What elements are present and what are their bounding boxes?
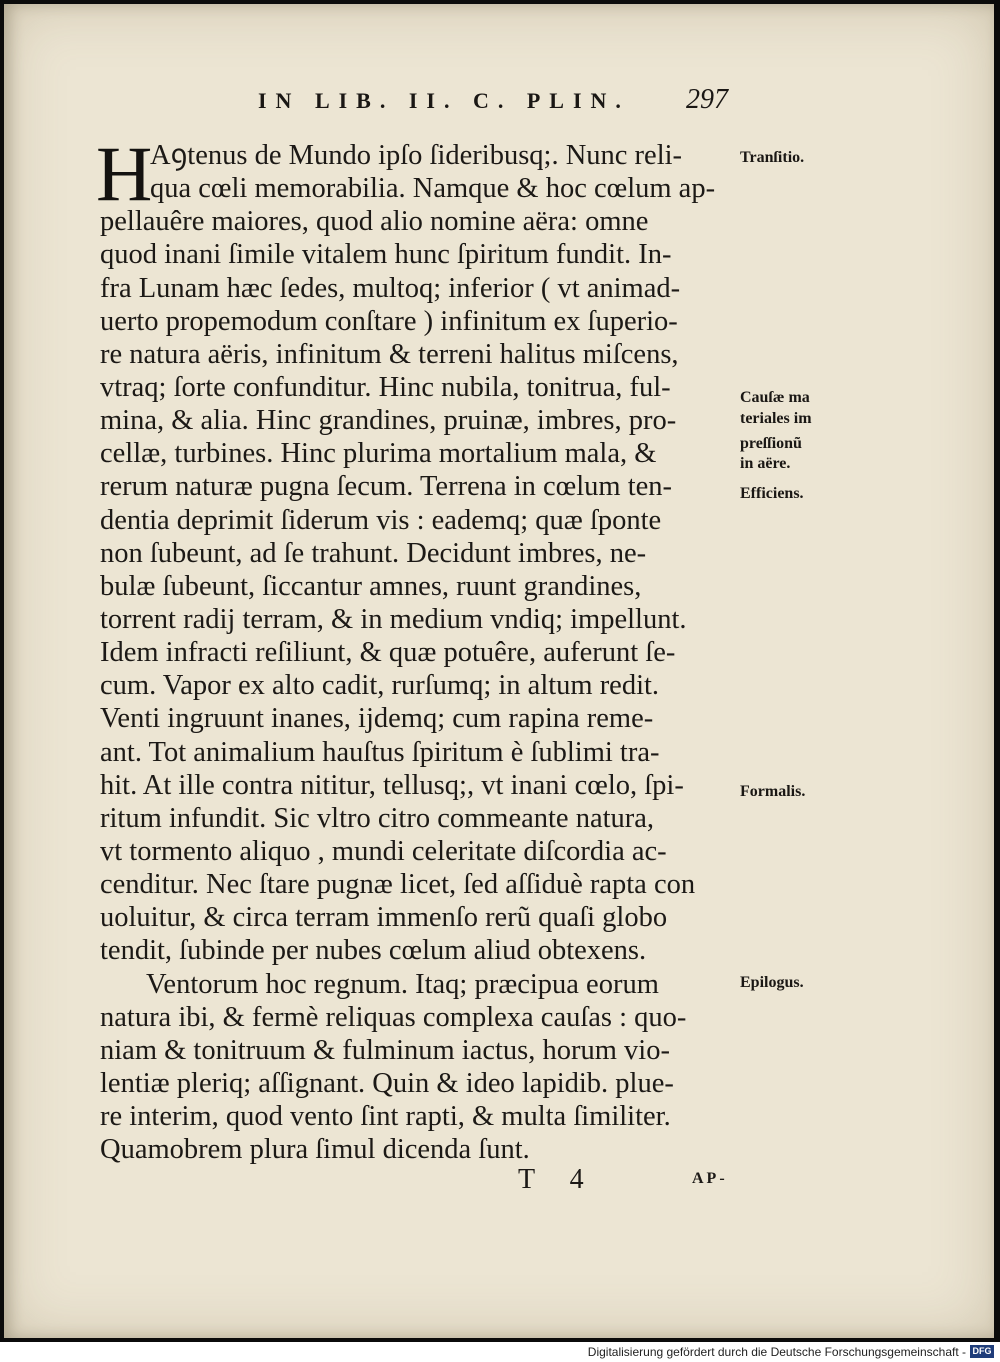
text-line: uoluitur, & circa terram immenſo rerũ quaſi globo xyxy=(100,902,668,934)
text-line: Quamobrem plura ſimul dicenda ſunt. xyxy=(100,1134,530,1166)
text-line: vt tormento aliquo , mundi celeritate diſcordia ac- xyxy=(100,835,667,867)
margin-note-causae: Cauſæ ma xyxy=(740,389,810,406)
margin-note-causae: preſſionũ xyxy=(740,435,802,452)
text-lines xyxy=(100,139,740,1166)
text-line: bulæ ſubeunt, ſiccantur amnes, ruunt grandines, xyxy=(100,570,642,602)
margin-note-transitio: Tranſitio. xyxy=(740,149,805,166)
text-line: hit. At ille contra nititur, tellusq;, vt inani cœlo, ſpi- xyxy=(100,769,684,801)
text-line: niam & tonitruum & fulminum iactus, horum vio- xyxy=(100,1034,670,1066)
digitization-credit: Digitalisierung gefördert durch die Deutsche Forschungsgemeinschaft - xyxy=(587,1345,966,1359)
text-line: mina, & alia. Hinc grandines, pruinæ, imbres, pro- xyxy=(100,405,677,437)
text-line: natura ibi, & fermè reliquas complexa cauſas : quo- xyxy=(100,1001,687,1033)
text-line: cenditur. Nec ſtare pugnæ licet, ſed aſſiduè rapta con xyxy=(100,869,696,901)
text-line: re natura aëris, infinitum & terreni halitus miſcens, xyxy=(100,338,679,370)
book-page xyxy=(4,4,994,1338)
text-line: non ſubeunt, ad ſe trahunt. Decidunt imbres, ne- xyxy=(100,537,647,569)
text-line: qua cœli memorabilia. Namque & hoc cœlum ap- xyxy=(150,173,716,205)
text-line: Venti ingruunt inanes, ijdemq; cum rapina reme- xyxy=(100,703,654,735)
text-line: pellauêre maiores, quod alio nomine aëra: omne xyxy=(100,206,649,238)
text-line: cellæ, turbines. Hinc plurima mortalium mala, & xyxy=(100,438,657,470)
dfg-logo-icon: DFG xyxy=(970,1345,994,1358)
text-line: uerto propemodum conſtare ) infinitum ex ſuperio- xyxy=(100,305,678,337)
margin-note-efficiens: Efficiens. xyxy=(740,485,804,502)
margin-note-epilogus: Epilogus. xyxy=(740,974,804,991)
margin-note-formalis: Formalis. xyxy=(740,783,806,800)
text-line: fra Lunam hæc ſedes, multoq; inferior ( vt animad- xyxy=(100,272,681,304)
text-line: dentia deprimit ſiderum vis : eademq; quæ ſponte xyxy=(100,504,662,536)
text-line: tendit, ſubinde per nubes cœlum aliud obtexens. xyxy=(100,935,647,967)
signature-mark: T 4 xyxy=(518,1164,598,1195)
text-line: re interim, quod vento ſint rapti, & multa ſimiliter. xyxy=(100,1101,671,1133)
text-line: ritum infundit. Sic vltro citro commeante natura, xyxy=(100,802,655,834)
text-line: ant. Tot animalium hauſtus ſpiritum è ſublimi tra- xyxy=(100,736,660,768)
page-number: 297 xyxy=(686,84,728,115)
body-text xyxy=(96,130,740,1166)
text-line: Idem infracti reſiliunt, & quæ potuêre, auferunt ſe- xyxy=(100,637,676,669)
text-line: quod inani ſimile vitalem hunc ſpiritum fundit. In- xyxy=(100,239,672,271)
running-head: IN LIB. II. C. PLIN. xyxy=(258,88,630,113)
text-line: cum. Vapor ex alto cadit, rurſumq; in altum redit. xyxy=(100,670,660,702)
catchword: AP- xyxy=(692,1170,728,1187)
margin-note-causae: teriales im xyxy=(740,410,812,427)
text-line: Aꝯtenus de Mundo ipſo ſideribusq;. Nunc reli- xyxy=(150,140,683,171)
text-line: vtraq; ſorte confunditur. Hinc nubila, tonitrua, ful- xyxy=(100,371,671,403)
text-line: lentiæ pleriq; aſſignant. Quin & ideo lapidib. plue- xyxy=(100,1067,674,1099)
drop-capital: H xyxy=(96,130,153,217)
margin-note-causae: in aëre. xyxy=(740,455,791,472)
text-line: torrent radij terram, & in medium vndiq; impellunt. xyxy=(100,603,687,635)
text-line: Ventorum hoc regnum. Itaq; præcipua eorum xyxy=(146,968,659,1000)
text-line: rerum naturæ pugna ſecum. Terrena in cœlum ten- xyxy=(100,471,673,503)
